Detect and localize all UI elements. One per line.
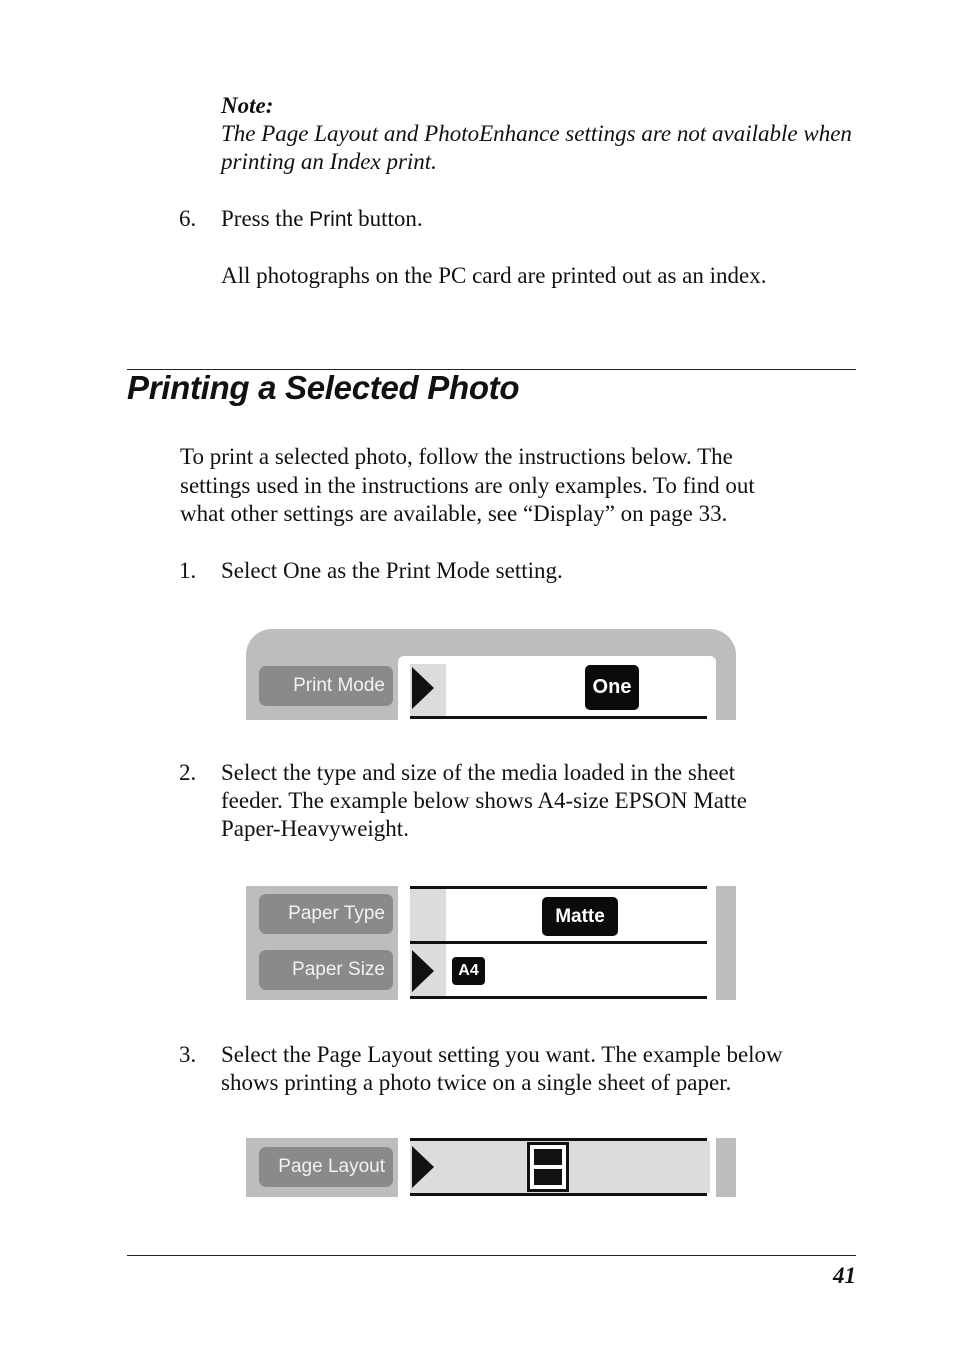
step-2-line-2: feeder. The example below shows A4-size EPSON Matte: [221, 788, 747, 813]
step-2-number: 2.: [179, 760, 197, 785]
paper-size-value[interactable]: A4: [452, 957, 485, 985]
step-3-line-2: shows printing a photo twice on a single sheet of paper.: [221, 1070, 732, 1095]
step-2-line-1: Select the type and size of the media loaded in the sheet: [221, 760, 736, 785]
note-title: Note:: [221, 93, 274, 118]
step-2-line-3: Paper-Heavyweight.: [221, 816, 409, 841]
step-6-result: All photographs on the PC card are printed out as an index.: [221, 263, 767, 288]
intro-line-3: what other settings are available, see “Display” on page 33.: [180, 501, 728, 526]
paper-size-label[interactable]: Paper Size: [259, 950, 393, 990]
print-mode-label[interactable]: Print Mode: [259, 666, 393, 706]
print-mode-underline: [410, 716, 707, 719]
note-line-2: printing an Index print.: [221, 149, 437, 174]
paper-type-cursor-column: [410, 889, 446, 942]
paper-middle-bar: [410, 941, 707, 944]
section-heading: Printing a Selected Photo: [127, 369, 520, 406]
step-1-number: 1.: [179, 558, 197, 583]
step-3-number: 3.: [179, 1042, 197, 1067]
step-6-text: [221, 205, 423, 235]
step-6-pre: Press the: [221, 206, 310, 231]
page-number: 41: [833, 1263, 856, 1288]
selection-arrow-icon: [412, 950, 434, 992]
step-6-post: button.: [352, 206, 423, 231]
selection-arrow-icon: [412, 1146, 434, 1188]
page-layout-label[interactable]: Page Layout: [259, 1147, 393, 1187]
print-mode-value[interactable]: One: [585, 665, 639, 710]
intro-line-1: To print a selected photo, follow the instructions below. The: [180, 444, 733, 469]
footer-rule: [127, 1255, 856, 1256]
paper-top-bar: [410, 886, 707, 889]
selection-arrow-icon: [412, 667, 434, 709]
intro-line-2: settings used in the instructions are only examples. To find out: [180, 473, 755, 498]
step-6-number: 6.: [179, 206, 197, 231]
step-3-line-1: Select the Page Layout setting you want. The example below: [221, 1042, 783, 1067]
step-1-text: Select One as the Print Mode setting.: [221, 558, 563, 583]
paper-type-value[interactable]: Matte: [542, 897, 618, 936]
note-line-1: The Page Layout and PhotoEnhance settings are not available when: [221, 121, 852, 146]
print-button-word: Print: [309, 208, 353, 231]
paper-type-label[interactable]: Paper Type: [259, 894, 393, 934]
paper-bottom-bar: [410, 996, 707, 999]
page-layout-bottom-bar: [410, 1193, 707, 1196]
two-up-layout-icon[interactable]: [527, 1142, 569, 1192]
